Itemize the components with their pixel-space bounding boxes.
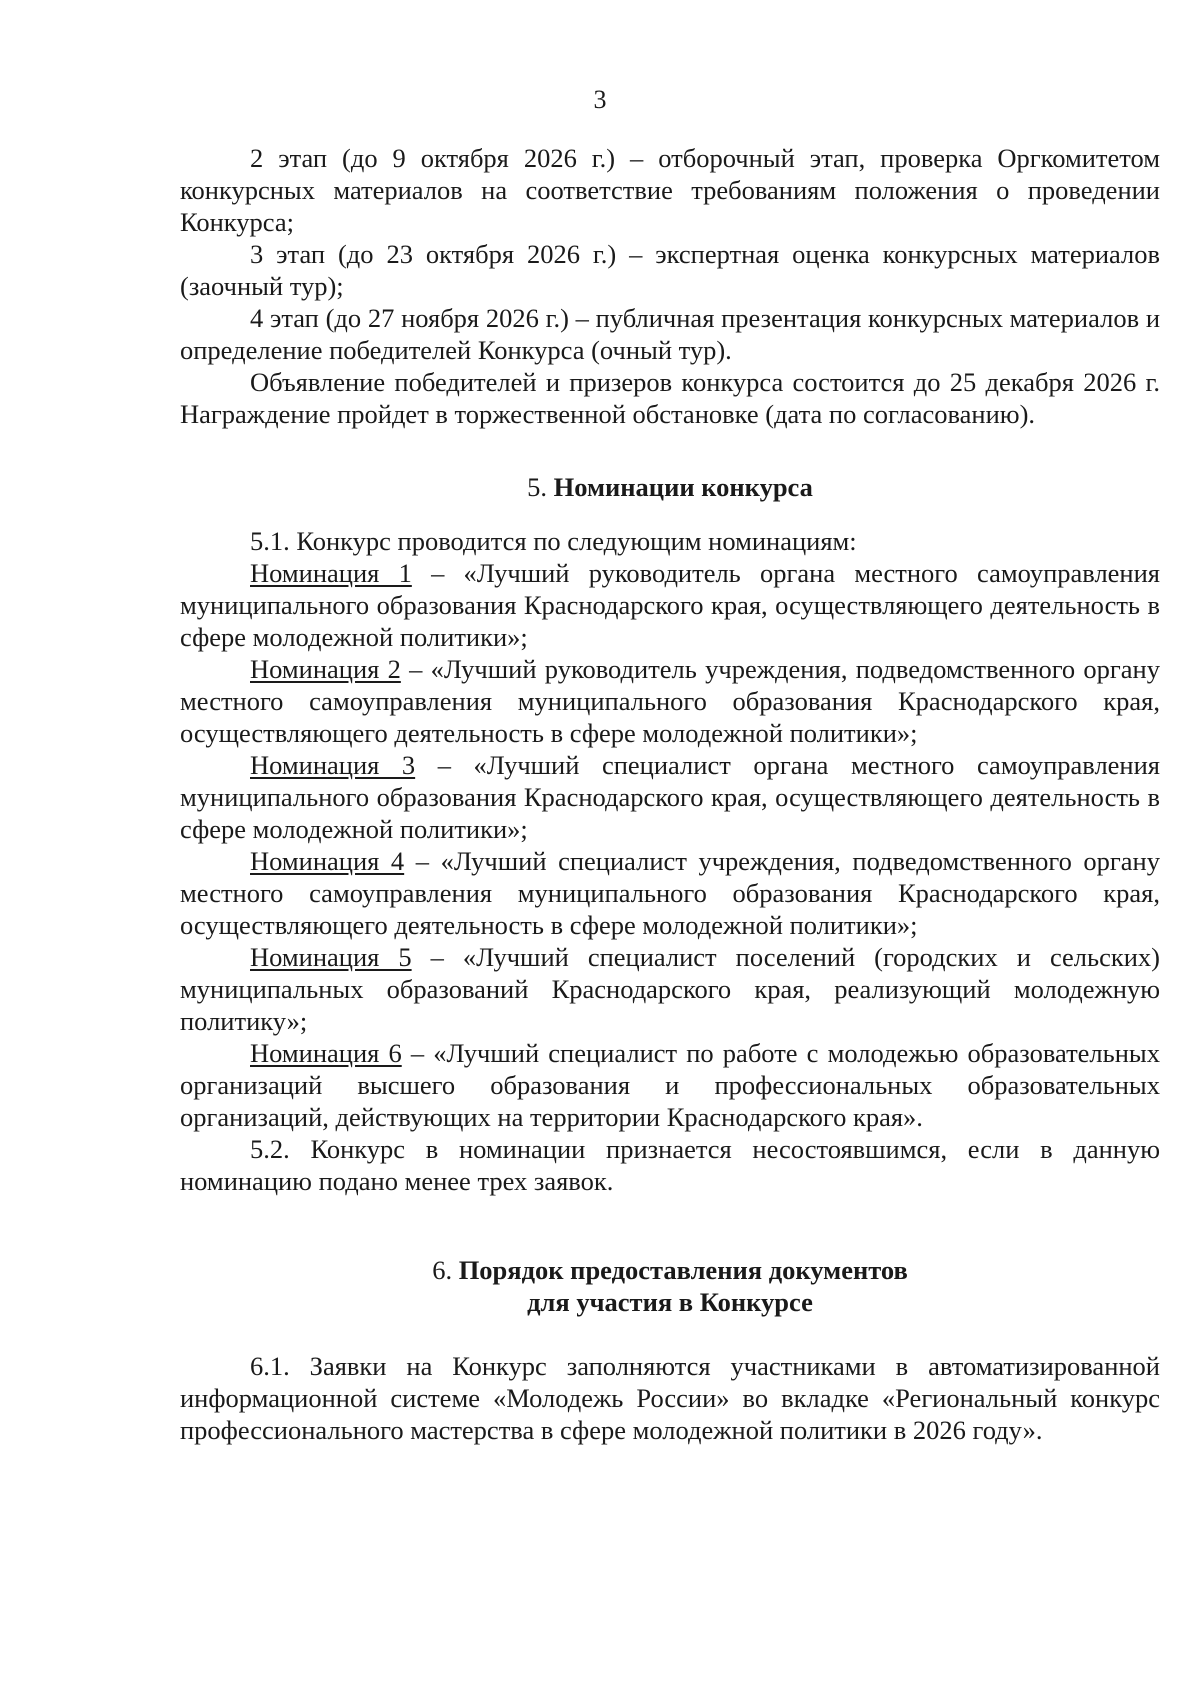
page-number: 3 <box>593 85 607 114</box>
nomination-label: Номинация 3 <box>250 750 416 780</box>
announcement-paragraph: Объявление победителей и призеров конкурса состоится до 25 декабря 2026 г. Награждение пройдет в торжественной обстановке (дата по согласованию). <box>180 367 1160 429</box>
nomination-label: Номинация 2 <box>250 654 401 684</box>
nomination-text: – «Лучший специалист органа местного самоуправления муниципального образования Краснодарского края, осуществляющего деятельность в сфере молодежной политики»; <box>180 750 1160 844</box>
nomination-label: Номинация 5 <box>250 942 412 972</box>
clause-5-1: 5.1. Конкурс проводится по следующим номинациям: <box>250 526 857 556</box>
document-body <box>180 142 1160 1446</box>
nomination-label: Номинация 6 <box>250 1038 402 1068</box>
nomination-text: – «Лучший специалист по работе с молодежью образовательных организаций высшего образования и профессиональных образовательных организаций, действующих на территории Краснодарского края». <box>180 1038 1160 1132</box>
nomination-3 <box>180 749 1160 845</box>
section-6-heading <box>180 1254 1160 1318</box>
section-6-title-line-2: для участия в Конкурсе <box>527 1287 813 1317</box>
clause-5-2: 5.2. Конкурс в номинации признается несостоявшимся, если в данную номинацию подано менее трех заявок. <box>180 1134 1160 1196</box>
section-5-heading <box>180 471 1160 503</box>
section-5-number: 5. <box>527 472 547 502</box>
nomination-1 <box>180 557 1160 653</box>
nomination-4 <box>180 845 1160 941</box>
section-6-number: 6. <box>432 1255 453 1285</box>
section-6-title-line-1: Порядок предоставления документов <box>458 1255 908 1285</box>
nomination-label: Номинация 4 <box>250 846 405 876</box>
nomination-text: – «Лучший специалист поселений (городских и сельских) муниципальных образований Краснодарского края, реализующий молодежную политику»; <box>180 942 1160 1036</box>
nomination-2 <box>180 653 1160 749</box>
stage-2-paragraph: 2 этап (до 9 октября 2026 г.) – отборочный этап, проверка Оргкомитетом конкурсных материалов на соответствие требованиям положения о проведении Конкурса; <box>180 143 1160 237</box>
stage-3-paragraph: 3 этап (до 23 октября 2026 г.) – экспертная оценка конкурсных материалов (заочный тур); <box>180 239 1160 301</box>
nomination-5 <box>180 941 1160 1037</box>
nomination-label: Номинация 1 <box>250 558 412 588</box>
clause-6-1: 6.1. Заявки на Конкурс заполняются участниками в автоматизированной информационной системе «Молодежь России» во вкладке «Региональный конкурс профессионального мастерства в сфере молодежной политики в 2026 году». <box>180 1351 1160 1445</box>
nomination-text: – «Лучший специалист учреждения, подведомственного органу местного самоуправления муниципального образования Краснодарского края, осуществляющего деятельность в сфере молодежной политики»; <box>180 846 1160 940</box>
nomination-6 <box>180 1037 1160 1133</box>
nomination-text: – «Лучший руководитель учреждения, подведомственного органу местного самоуправления муниципального образования Краснодарского края, осуществляющего деятельность в сфере молодежной политики»; <box>180 654 1160 748</box>
stage-4-paragraph: 4 этап (до 27 ноября 2026 г.) – публичная презентация конкурсных материалов и определение победителей Конкурса (очный тур). <box>180 303 1160 365</box>
nomination-text: – «Лучший руководитель органа местного самоуправления муниципального образования Краснодарского края, осуществляющего деятельность в сфере молодежной политики»; <box>180 558 1160 652</box>
section-5-title: Номинации конкурса <box>553 472 813 502</box>
